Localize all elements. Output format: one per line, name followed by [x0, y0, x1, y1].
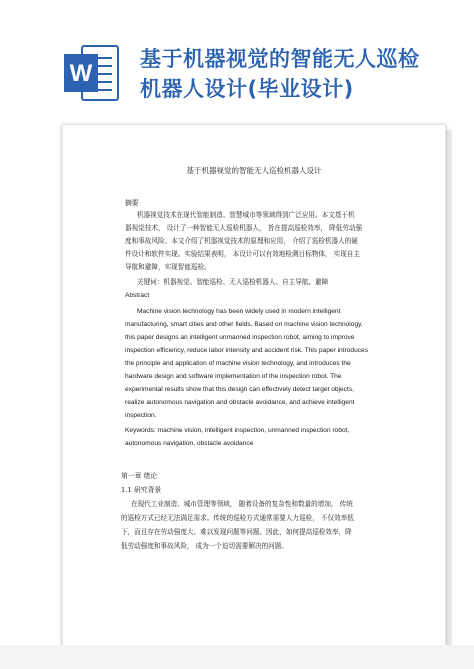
- page-title: 基于机器视觉的智能无人巡检机器人设计: [186, 166, 322, 175]
- abstract-heading-cn: 摘要: [125, 199, 139, 207]
- banner: [0, 0, 474, 138]
- abstract-en-line: experimental results show that this design can effectively detect target objects,: [125, 386, 354, 393]
- body-line: 的巡检方式已经无法满足需求。传统的巡检方式通常需要人力巡检， 不仅效率低: [121, 514, 354, 522]
- chapter-heading: 第一章 绪论: [121, 472, 158, 480]
- abstract-en-line: inspection efficiency, reduce labor intensity and accident risk. This paper introduces: [125, 347, 369, 354]
- document-page: [62, 124, 446, 646]
- body-line: 在现代工业制造、城市管理等领域， 随着设备的复杂性和数量的增加， 传统: [131, 500, 353, 508]
- abstract-en-line: inspection.: [125, 412, 157, 419]
- keywords-cn: 关键词：机器视觉、智能巡检、无人巡检机器人、自主导航、避障: [137, 278, 329, 286]
- abstract-en-line: hardware design and software implementation of the inspection robot. The: [125, 373, 342, 380]
- svg-text:W: W: [69, 60, 93, 87]
- abstract-en-line: manufacturing, smart cities and other fields. Based on machine vision technology,: [125, 321, 363, 328]
- section-heading: 1.1 研究背景: [121, 486, 162, 494]
- abstract-en-line: the principle and application of machine vision technology, and introduces the: [125, 360, 351, 367]
- abstract-en-line: realize autonomous navigation and obstacle avoidance, and achieve intelligent: [125, 399, 355, 406]
- abstract-cn-line: 器视觉技术， 设计了一种智能无人巡检机器人， 旨在提高巡检效率， 降低劳动强: [125, 224, 363, 232]
- document-title: [140, 44, 470, 104]
- abstract-heading-en: Abstract: [125, 292, 150, 299]
- abstract-cn-line: 机器视觉技术在现代智能制造、智慧城市等领域得到广泛应用。本文基于机: [137, 211, 355, 219]
- abstract-cn-line: 度和事故风险。本文介绍了机器视觉技术的原理和应用， 介绍了巡检机器人的硬: [125, 237, 358, 245]
- keywords-en: Keywords: machine vision, intelligent inspection, unmanned inspection robot,: [125, 427, 350, 434]
- title-line-1: 基于机器视觉的智能无人巡检: [140, 47, 420, 71]
- abstract-cn-line: 件设计和软件实现。实验结果表明， 本设计可以有效地检测目标物体， 实现自主: [125, 250, 360, 258]
- body-line: 低劳动强度和事故风险， 成为一个迫切需要解决的问题。: [121, 542, 288, 550]
- abstract-en-line: Machine vision technology has been widely used in modern intelligent: [137, 308, 341, 315]
- abstract-cn-line: 导航和避障，实现智能巡检。: [125, 263, 211, 271]
- title-line-2: 机器人设计(毕业设计): [140, 77, 354, 101]
- keywords-en: autonomous navigation, obstacle avoidance: [125, 440, 254, 447]
- body-line: 下，而且存在劳动强度大、难以发现问题等问题。因此，如何提高巡检效率，降: [121, 528, 352, 536]
- bottom-strip: [0, 645, 474, 669]
- abstract-en-line: this paper designs an intelligent unmanned inspection robot, aiming to improve: [125, 334, 355, 341]
- word-document-icon: [62, 42, 120, 104]
